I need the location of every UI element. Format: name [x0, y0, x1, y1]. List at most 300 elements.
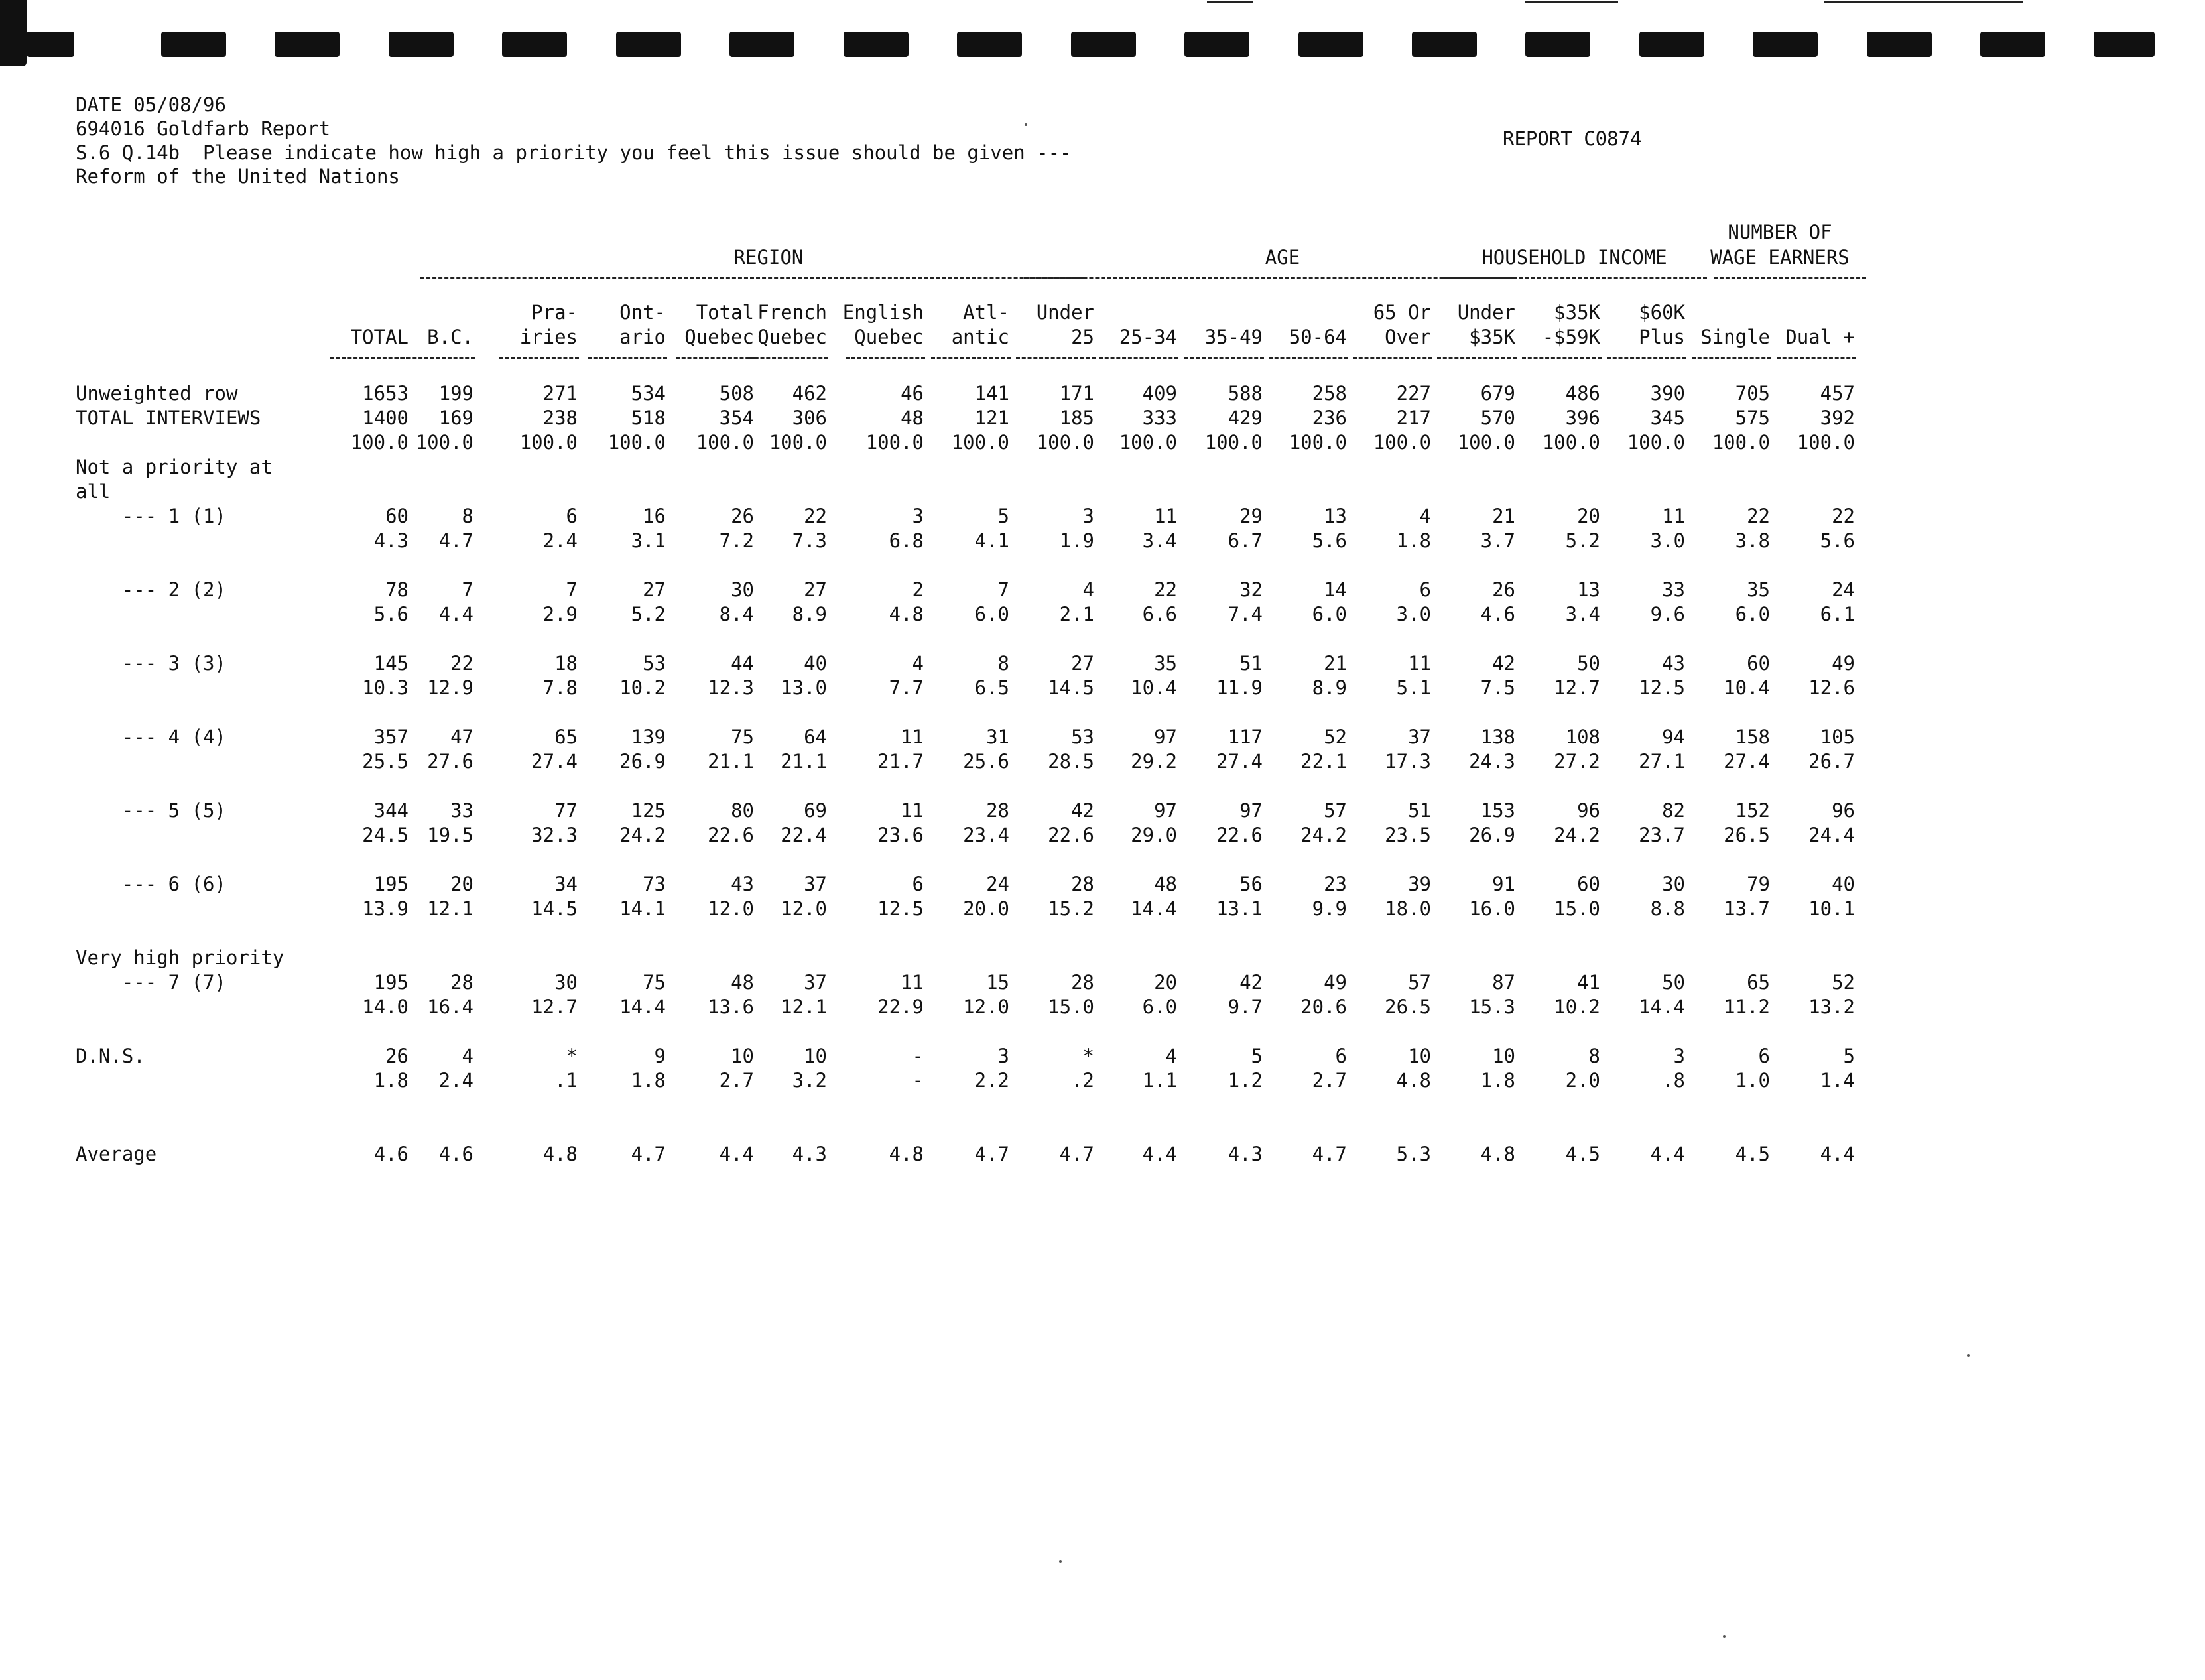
- table-row: [76, 946, 1866, 970]
- column-underline: [1777, 357, 1856, 359]
- table-cell: 75: [643, 971, 666, 994]
- table-cell: 271: [542, 382, 578, 405]
- column-underline: [1692, 357, 1771, 359]
- table-cell: 69: [804, 799, 827, 822]
- row-label: --- 5 (5): [76, 799, 226, 822]
- table-cell: 8: [997, 652, 1009, 675]
- table-cell: 4.7: [631, 1143, 666, 1165]
- column-underline: [1099, 357, 1178, 359]
- table-cell: 4.4: [438, 603, 473, 625]
- table-cell: *: [566, 1045, 578, 1067]
- table-cell: 12.0: [781, 897, 827, 920]
- perforation-mark: [1525, 32, 1590, 57]
- table-cell: 10.3: [362, 677, 409, 699]
- table-cell: 171: [1059, 382, 1094, 405]
- table-cell: 105: [1820, 726, 1855, 748]
- table-cell: 1653: [362, 382, 409, 405]
- table-cell: 100.0: [865, 431, 924, 454]
- table-cell: 236: [1312, 407, 1347, 429]
- table-cell: 4.8: [889, 603, 924, 625]
- column-header-l1: Under: [1457, 301, 1515, 324]
- table-cell: 12.1: [781, 996, 827, 1018]
- table-cell: 30: [554, 971, 578, 994]
- table-cell: 48: [1154, 873, 1177, 895]
- table-cell: 10.4: [1131, 677, 1177, 699]
- row-label: --- 7 (7): [76, 971, 226, 994]
- table-cell: 24: [1832, 578, 1855, 601]
- table-cell: .2: [1071, 1069, 1094, 1092]
- table-cell: 100.0: [1289, 431, 1347, 454]
- table-cell: 534: [631, 382, 666, 405]
- table-cell: 4.5: [1565, 1143, 1600, 1165]
- table-cell: 4.8: [889, 1143, 924, 1165]
- question-text: S.6 Q.14b Please indicate how high a priority you feel this issue should be given ---: [76, 141, 1072, 164]
- table-cell: 4.7: [1059, 1143, 1094, 1165]
- row-label: --- 6 (6): [76, 873, 226, 895]
- group-rule-age: [1024, 277, 1515, 279]
- table-cell: 15.0: [1554, 897, 1600, 920]
- table-cell: 34: [554, 873, 578, 895]
- table-cell: 238: [542, 407, 578, 429]
- row-label: D.N.S.: [76, 1045, 145, 1067]
- table-cell: 22.4: [781, 824, 827, 846]
- table-cell: 6.5: [974, 677, 1009, 699]
- table-cell: 79: [1747, 873, 1770, 895]
- table-row: [76, 749, 1866, 774]
- table-row: [76, 1068, 1866, 1093]
- table-row: [76, 872, 1866, 897]
- table-row: [76, 480, 1866, 504]
- table-cell: 100.0: [1796, 431, 1855, 454]
- table-cell: 11: [1408, 652, 1431, 675]
- table-cell: 1.1: [1142, 1069, 1177, 1092]
- table-cell: 306: [792, 407, 827, 429]
- table-cell: 3.1: [631, 529, 666, 552]
- table-cell: 6.0: [1312, 603, 1347, 625]
- table-cell: 10.2: [619, 677, 666, 699]
- table-row: [76, 651, 1866, 676]
- table-cell: 2.7: [1312, 1069, 1347, 1092]
- table-cell: 4: [1082, 578, 1094, 601]
- table-cell: 12.1: [427, 897, 473, 920]
- table-cell: 4.7: [1312, 1143, 1347, 1165]
- report-header: [76, 93, 1072, 188]
- table-cell: 8.9: [792, 603, 827, 625]
- table-cell: 4.6: [373, 1143, 409, 1165]
- table-cell: 100.0: [519, 431, 578, 454]
- table-cell: 145: [373, 652, 409, 675]
- table-cell: 8: [1588, 1045, 1600, 1067]
- table-cell: 20.0: [963, 897, 1009, 920]
- table-cell: 73: [643, 873, 666, 895]
- table-cell: 17.3: [1385, 750, 1431, 773]
- table-row: [76, 504, 1866, 529]
- table-cell: 4.4: [719, 1143, 754, 1165]
- table-cell: 42: [1492, 652, 1515, 675]
- table-cell: 11: [901, 799, 924, 822]
- table-cell: -: [912, 1045, 924, 1067]
- perforation-mark: [161, 32, 226, 57]
- table-cell: 5: [997, 505, 1009, 527]
- table-cell: 94: [1662, 726, 1685, 748]
- table-cell: 195: [373, 873, 409, 895]
- table-cell: 65: [554, 726, 578, 748]
- table-cell: 21.1: [781, 750, 827, 773]
- table-cell: 100.0: [1036, 431, 1094, 454]
- table-row: [76, 1093, 1866, 1118]
- table-cell: 12.0: [963, 996, 1009, 1018]
- table-cell: 57: [1324, 799, 1347, 822]
- table-cell: 22: [1154, 578, 1177, 601]
- table-cell: 158: [1735, 726, 1770, 748]
- table-cell: 26: [385, 1045, 409, 1067]
- table-cell: 227: [1396, 382, 1431, 405]
- table-cell: 41: [1577, 971, 1600, 994]
- perforation-mark: [729, 32, 794, 57]
- table-cell: 15.2: [1048, 897, 1094, 920]
- table-cell: 48: [901, 407, 924, 429]
- column-underline: [1353, 357, 1432, 359]
- table-cell: 35: [1154, 652, 1177, 675]
- column-header-l2: Plus: [1639, 326, 1685, 348]
- table-cell: 100.0: [1204, 431, 1263, 454]
- row-label: TOTAL INTERVIEWS: [76, 407, 261, 429]
- table-cell: 10.2: [1554, 996, 1600, 1018]
- perforation-mark: [1071, 32, 1136, 57]
- table-cell: 96: [1832, 799, 1855, 822]
- table-cell: 14.4: [1639, 996, 1685, 1018]
- table-cell: 16.4: [427, 996, 473, 1018]
- table-cell: 7.3: [792, 529, 827, 552]
- table-cell: 23.4: [963, 824, 1009, 846]
- table-row: [76, 897, 1866, 921]
- group-header-wage-earners-line2: WAGE EARNERS: [1710, 246, 1850, 269]
- table-cell: 24.2: [1300, 824, 1347, 846]
- table-cell: 3.4: [1565, 603, 1600, 625]
- table-cell: 22.6: [1216, 824, 1263, 846]
- table-cell: 64: [804, 726, 827, 748]
- table-cell: 11: [901, 726, 924, 748]
- table-cell: 100.0: [1373, 431, 1431, 454]
- table-cell: 10.4: [1724, 677, 1770, 699]
- table-cell: 345: [1650, 407, 1685, 429]
- table-cell: 6.7: [1228, 529, 1263, 552]
- group-header-household-income: HOUSEHOLD INCOME: [1481, 246, 1667, 269]
- perforation-mark: [1412, 32, 1477, 57]
- table-cell: 26.5: [1385, 996, 1431, 1018]
- table-cell: 42: [1239, 971, 1263, 994]
- table-row: [76, 553, 1866, 578]
- column-header-l1: 65 Or: [1373, 301, 1431, 324]
- column-header-l2: 50-64: [1289, 326, 1347, 348]
- table-cell: 462: [792, 382, 827, 405]
- group-rule-wage-earners: [1714, 277, 1866, 279]
- column-header-l2: 35-49: [1204, 326, 1263, 348]
- table-cell: 26: [1492, 578, 1515, 601]
- table-cell: 139: [631, 726, 666, 748]
- column-underline: [749, 357, 828, 359]
- table-cell: 40: [804, 652, 827, 675]
- table-cell: 30: [731, 578, 754, 601]
- table-cell: 10: [731, 1045, 754, 1067]
- perforation-mark: [1298, 32, 1363, 57]
- table-cell: 57: [1408, 971, 1431, 994]
- table-cell: 14.4: [619, 996, 666, 1018]
- table-cell: 185: [1059, 407, 1094, 429]
- column-header-l2: Single: [1700, 326, 1770, 348]
- table-cell: 65: [1747, 971, 1770, 994]
- table-cell: 1.0: [1735, 1069, 1770, 1092]
- table-cell: 49: [1832, 652, 1855, 675]
- table-cell: 5: [1843, 1045, 1855, 1067]
- column-header-l2: -$59K: [1542, 326, 1600, 348]
- table-cell: 4: [1419, 505, 1431, 527]
- table-cell: 97: [1154, 726, 1177, 748]
- scan-speck: [1059, 1560, 1062, 1563]
- table-header: [76, 216, 1866, 381]
- table-cell: 100.0: [350, 431, 409, 454]
- table-cell: 27: [804, 578, 827, 601]
- column-header-l2: $35K: [1469, 326, 1515, 348]
- column-header-l2: iries: [519, 326, 578, 348]
- table-cell: 13: [1324, 505, 1347, 527]
- column-underline: [1522, 357, 1602, 359]
- table-cell: 3: [1673, 1045, 1685, 1067]
- page-corner-mark: [0, 0, 27, 66]
- table-cell: 4.3: [1228, 1143, 1263, 1165]
- table-cell: 570: [1480, 407, 1515, 429]
- table-cell: 3.7: [1480, 529, 1515, 552]
- group-header-age: AGE: [1265, 246, 1300, 269]
- table-cell: 100.0: [1712, 431, 1770, 454]
- table-cell: 5.6: [1312, 529, 1347, 552]
- table-cell: 100.0: [696, 431, 754, 454]
- table-cell: 18.0: [1385, 897, 1431, 920]
- table-cell: 4: [1165, 1045, 1177, 1067]
- table-cell: 97: [1154, 799, 1177, 822]
- table-cell: 30: [1662, 873, 1685, 895]
- table-cell: 27.4: [531, 750, 578, 773]
- table-cell: 1400: [362, 407, 409, 429]
- table-cell: 9.6: [1650, 603, 1685, 625]
- table-cell: 50: [1577, 652, 1600, 675]
- table-cell: 9.9: [1312, 897, 1347, 920]
- table-row: [76, 430, 1866, 455]
- table-row: [76, 381, 1866, 406]
- table-cell: 486: [1565, 382, 1600, 405]
- column-header-l1: Atl-: [963, 301, 1009, 324]
- column-header-l2: Quebec: [757, 326, 827, 348]
- table-cell: 21: [1492, 505, 1515, 527]
- table-row: [76, 529, 1866, 553]
- table-cell: 3.0: [1650, 529, 1685, 552]
- table-cell: 6.1: [1820, 603, 1855, 625]
- column-underline: [1016, 357, 1096, 359]
- table-cell: 8: [462, 505, 473, 527]
- table-cell: 27.6: [427, 750, 473, 773]
- row-label: all: [76, 480, 111, 503]
- table-cell: 49: [1324, 971, 1347, 994]
- table-cell: 195: [373, 971, 409, 994]
- table-cell: 518: [631, 407, 666, 429]
- table-cell: 27.1: [1639, 750, 1685, 773]
- table-cell: 50: [1662, 971, 1685, 994]
- table-cell: 3.2: [792, 1069, 827, 1092]
- table-cell: 37: [804, 971, 827, 994]
- table-cell: 23.7: [1639, 824, 1685, 846]
- report-title: 694016 Goldfarb Report: [76, 117, 331, 140]
- table-cell: 22: [1832, 505, 1855, 527]
- table-cell: 100.0: [1542, 431, 1600, 454]
- table-cell: 13.2: [1808, 996, 1855, 1018]
- table-cell: 14.0: [362, 996, 409, 1018]
- table-cell: 2.7: [719, 1069, 754, 1092]
- table-cell: 108: [1565, 726, 1600, 748]
- table-cell: 4.7: [438, 529, 473, 552]
- table-cell: 33: [1662, 578, 1685, 601]
- column-header-l2: ario: [619, 326, 666, 348]
- table-row: [76, 602, 1866, 627]
- table-cell: 24.2: [1554, 824, 1600, 846]
- table-cell: 12.7: [531, 996, 578, 1018]
- table-cell: 6: [912, 873, 924, 895]
- table-cell: 4.4: [1142, 1143, 1177, 1165]
- column-header-l1: French: [757, 301, 827, 324]
- table-cell: 23.6: [877, 824, 924, 846]
- table-cell: 6.0: [1735, 603, 1770, 625]
- table-cell: 52: [1324, 726, 1347, 748]
- table-cell: 15: [986, 971, 1009, 994]
- row-label: Average: [76, 1143, 157, 1165]
- perforation-mark: [27, 32, 74, 57]
- table-cell: 60: [385, 505, 409, 527]
- column-header-l2: 25-34: [1119, 326, 1177, 348]
- column-underline: [676, 357, 755, 359]
- table-cell: 29: [1239, 505, 1263, 527]
- table-cell: 2.0: [1565, 1069, 1600, 1092]
- table-cell: 13.1: [1216, 897, 1263, 920]
- table-cell: 7: [566, 578, 578, 601]
- perforation-mark: [275, 32, 340, 57]
- table-cell: 333: [1142, 407, 1177, 429]
- table-row: [76, 1044, 1866, 1068]
- perforation-mark: [1184, 32, 1249, 57]
- table-cell: 5.6: [373, 603, 409, 625]
- table-cell: 12.7: [1554, 677, 1600, 699]
- table-row: [76, 921, 1866, 946]
- perforation-mark: [2094, 32, 2155, 57]
- table-cell: 14.5: [531, 897, 578, 920]
- table-cell: 28: [986, 799, 1009, 822]
- row-label: --- 4 (4): [76, 726, 226, 748]
- perforation-mark: [957, 32, 1022, 57]
- table-row: [76, 725, 1866, 749]
- table-cell: 22.1: [1300, 750, 1347, 773]
- top-edge-mark: [1525, 1, 1618, 3]
- table-cell: 13.7: [1724, 897, 1770, 920]
- row-label: Very high priority: [76, 946, 284, 969]
- table-cell: 6.6: [1142, 603, 1177, 625]
- column-underline: [1607, 357, 1686, 359]
- group-rule-region: [420, 277, 1084, 279]
- table-row: [76, 970, 1866, 995]
- table-cell: 6: [1419, 578, 1431, 601]
- table-cell: 5.1: [1396, 677, 1431, 699]
- scan-speck: [1967, 1354, 1970, 1357]
- table-cell: 22: [804, 505, 827, 527]
- table-cell: 6.0: [1142, 996, 1177, 1018]
- column-header-l2: Dual +: [1785, 326, 1855, 348]
- table-cell: 6: [566, 505, 578, 527]
- table-cell: 22: [450, 652, 473, 675]
- table-cell: 24.4: [1808, 824, 1855, 846]
- perforation-mark: [1867, 32, 1932, 57]
- table-cell: 29.0: [1131, 824, 1177, 846]
- table-cell: 82: [1662, 799, 1685, 822]
- table-cell: 4.6: [1480, 603, 1515, 625]
- table-cell: 47: [450, 726, 473, 748]
- table-cell: 9.7: [1228, 996, 1263, 1018]
- table-cell: 14: [1324, 578, 1347, 601]
- table-cell: 44: [731, 652, 754, 675]
- table-cell: 152: [1735, 799, 1770, 822]
- table-cell: 7.5: [1480, 677, 1515, 699]
- table-cell: 33: [450, 799, 473, 822]
- column-header-l2: Quebec: [854, 326, 924, 348]
- table-cell: 40: [1832, 873, 1855, 895]
- table-cell: 97: [1239, 799, 1263, 822]
- table-cell: 7.8: [542, 677, 578, 699]
- row-label: Unweighted row: [76, 382, 238, 405]
- table-cell: 4.1: [974, 529, 1009, 552]
- table-cell: 6.8: [889, 529, 924, 552]
- table-cell: 344: [373, 799, 409, 822]
- table-row: [76, 700, 1866, 725]
- table-cell: 28: [450, 971, 473, 994]
- table-cell: 11: [1154, 505, 1177, 527]
- table-cell: 199: [438, 382, 473, 405]
- group-rule-household-income: [1442, 277, 1707, 279]
- table-cell: 60: [1747, 652, 1770, 675]
- column-underline: [1269, 357, 1348, 359]
- column-header-l2: TOTAL: [350, 326, 409, 348]
- table-cell: 53: [643, 652, 666, 675]
- table-cell: 4.4: [1650, 1143, 1685, 1165]
- table-cell: 10: [1492, 1045, 1515, 1067]
- crosstab-table: [76, 216, 1866, 1167]
- table-cell: 4.8: [542, 1143, 578, 1165]
- table-cell: 258: [1312, 382, 1347, 405]
- table-cell: 7: [462, 578, 473, 601]
- table-cell: 6: [1335, 1045, 1347, 1067]
- table-row: [76, 406, 1866, 430]
- table-row: [76, 1118, 1866, 1142]
- table-cell: 1.4: [1820, 1069, 1855, 1092]
- table-cell: 42: [1071, 799, 1094, 822]
- table-cell: 14.1: [619, 897, 666, 920]
- table-cell: 26.9: [1469, 824, 1515, 846]
- row-label: Not a priority at: [76, 456, 273, 478]
- table-cell: 53: [1071, 726, 1094, 748]
- table-cell: 35: [1747, 578, 1770, 601]
- top-edge-mark: [1207, 1, 1253, 3]
- table-cell: 357: [373, 726, 409, 748]
- table-cell: 7.4: [1228, 603, 1263, 625]
- table-cell: 24.5: [362, 824, 409, 846]
- table-cell: 26.5: [1724, 824, 1770, 846]
- table-cell: 6.0: [974, 603, 1009, 625]
- table-cell: 56: [1239, 873, 1263, 895]
